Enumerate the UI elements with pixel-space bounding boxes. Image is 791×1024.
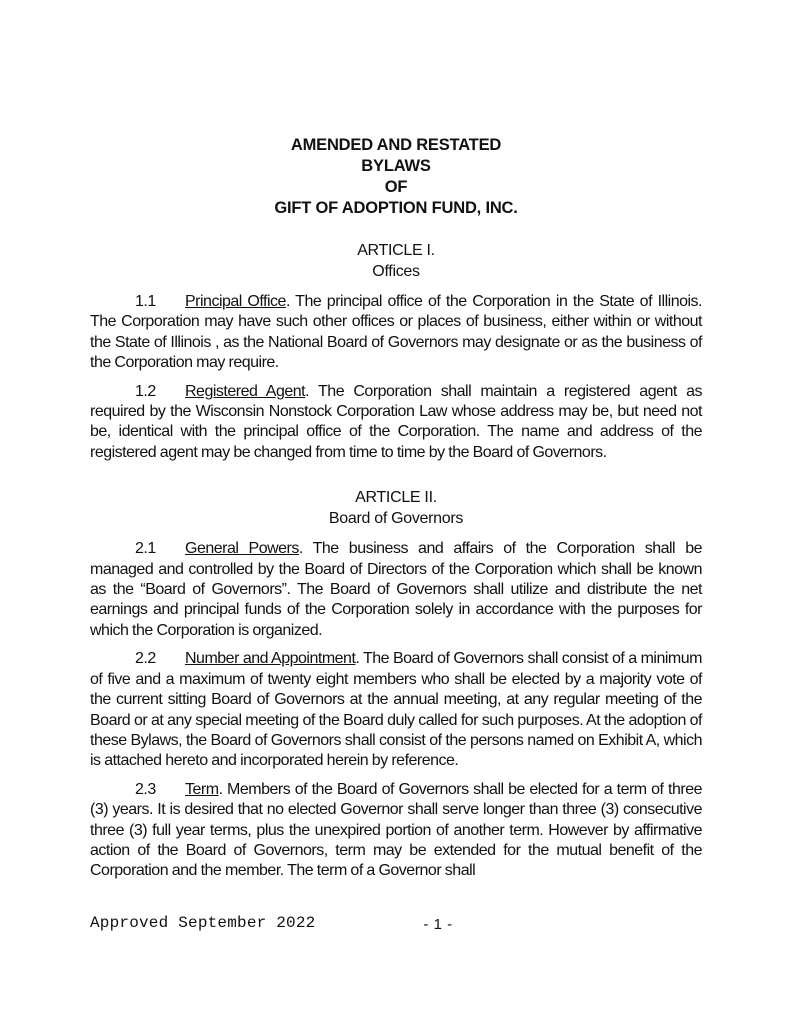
section-2-2-body: . The Board of Governors shall consist of a minimum of five and a maximum of twenty eight members who shall be elected by a majority vote of the current sitting Board of Governors at the annual meeting, at any regular meeting of the Board or at any special meeting of the Board duly called for such purposes. At the adoption of these Bylaws, the Board of Governors shall consist of the persons named on Exhibit A, which is attached hereto and incorporated herein by reference. <box>90 650 702 770</box>
section-1-1-title: Principal Office <box>185 293 286 310</box>
section-2-3-title: Term <box>185 780 219 798</box>
section-2-3 <box>90 780 702 882</box>
section-1-2 <box>90 382 702 464</box>
article-1-heading <box>90 240 702 282</box>
section-1-1-body: . The principal office of the Corporation in the State of Illinois. The Corporation may have such other offices or places of business, either within or without the State of Illinois , as the National Board of Governors may designate or as the business of the Corporation may require. <box>90 293 702 372</box>
section-1-1-number: 1.1 <box>135 293 156 310</box>
article-2-number: ARTICLE II. <box>355 489 437 507</box>
section-2-1 <box>90 539 702 641</box>
approval-note: Approved September 2022 <box>90 914 316 932</box>
title-line-4: GIFT OF ADOPTION FUND, INC. <box>274 199 518 217</box>
section-1-2-body: . The Corporation shall maintain a registered agent as required by the Wisconsin Nonstock Corporation Law whose address may be, but need not be, identical with the principal office of the Corporation. The name and address of the registered agent may be changed from time to time by the Board of Governors. <box>90 382 703 461</box>
document-title <box>90 135 702 219</box>
section-2-3-number: 2.3 <box>135 780 156 798</box>
title-line-2: BYLAWS <box>361 157 431 175</box>
article-2 <box>90 487 702 882</box>
section-2-1-body: . The business and affairs of the Corporation shall be managed and controlled by the Board of Directors of the Corporation which shall be known as the “Board of Governors”. The Board of Governors shall utilize and distribute the net earnings and principal funds of the Corporation solely in accordance with the purposes for which the Corporation is organized. <box>90 540 702 639</box>
section-2-3-body: . Members of the Board of Governors shall be elected for a term of three (3) years. It is desired that no elected Governor shall serve longer than three (3) consecutive three (3) full year terms, plus the unexpired portion of another term. However by affirmative action of the Board of Governors, term may be extended for the mutual benefit of the Corporation and the member. The term of a Governor shall <box>90 780 702 880</box>
title-line-1: AMENDED AND RESTATED <box>290 136 502 154</box>
section-1-1 <box>90 292 702 374</box>
section-1-2-title: Registered Agent <box>185 382 306 400</box>
section-2-2-number: 2.2 <box>135 650 156 668</box>
section-1-2-number: 1.2 <box>135 382 156 400</box>
article-2-subheading: Board of Governors <box>328 510 464 528</box>
article-1-number: ARTICLE I. <box>357 242 435 259</box>
section-2-2 <box>90 649 702 771</box>
article-2-heading <box>90 487 702 529</box>
section-2-2-title: Number and Appointment <box>185 650 356 668</box>
article-1-subheading: Offices <box>372 263 420 280</box>
title-line-3: OF <box>384 178 408 196</box>
section-2-1-number: 2.1 <box>135 540 156 558</box>
document-content <box>90 0 702 882</box>
section-2-1-title: General Powers <box>185 540 299 558</box>
article-1 <box>90 240 702 463</box>
page-number: - 1 - <box>423 916 453 933</box>
